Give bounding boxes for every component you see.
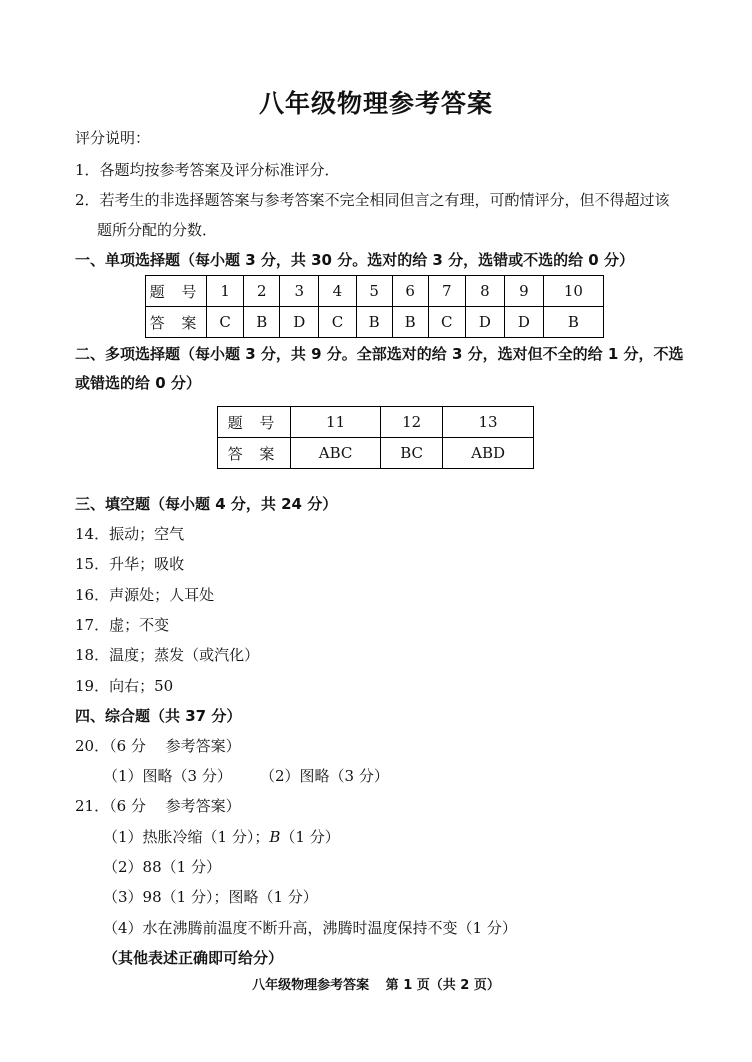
cell-answer: D xyxy=(465,307,504,338)
footer-doc-name: 八年级物理参考答案 xyxy=(252,978,370,993)
fill-blank-item: 17．虚；不变 xyxy=(75,616,170,634)
cell-number: 1 xyxy=(207,276,244,307)
q21-part1-text: （1）热胀冷缩（1 分）； xyxy=(103,828,270,846)
scoring-note-1: 1．各题均按参考答案及评分标准评分． xyxy=(75,161,340,179)
cell-answer: C xyxy=(207,307,244,338)
section2-heading-line2: 或错选的给 0 分） xyxy=(75,374,201,392)
cell-answer: C xyxy=(428,307,465,338)
cell-number: 3 xyxy=(280,276,319,307)
table-row-answers xyxy=(146,307,604,338)
row-label-answer: 答 案 xyxy=(218,438,291,469)
q21-part1-tail: （1 分） xyxy=(280,828,340,846)
cell-number: 8 xyxy=(465,276,504,307)
section1-heading: 一、单项选择题（每小题 3 分，共 30 分。选对的给 3 分，选错或不选的给 0 分） xyxy=(75,251,634,269)
q20-part2: （2）图略（3 分） xyxy=(260,767,389,785)
cell-answer: D xyxy=(504,307,543,338)
cell-answer: D xyxy=(280,307,319,338)
scoring-notes-heading: 评分说明： xyxy=(75,129,151,147)
section3-heading: 三、填空题（每小题 4 分，共 24 分） xyxy=(75,495,338,513)
q21-part1 xyxy=(103,827,340,847)
cell-answer: B xyxy=(244,307,280,338)
q21-part3: （3）98（1 分）；图略（1 分） xyxy=(103,888,318,906)
fill-blank-item: 18．温度；蒸发（或汽化） xyxy=(75,646,260,664)
row-label-answer: 答 案 xyxy=(146,307,207,338)
footer-page-info: 第 1 页（共 2 页） xyxy=(385,978,500,993)
cell-number: 10 xyxy=(543,276,603,307)
cell-number: 5 xyxy=(356,276,392,307)
q21-note: （其他表述正确即可给分） xyxy=(103,949,284,967)
cell-number: 6 xyxy=(392,276,428,307)
cell-answer: B xyxy=(543,307,603,338)
cell-answer: B xyxy=(392,307,428,338)
q21-part4: （4）水在沸腾前温度不断升高，沸腾时温度保持不变（1 分） xyxy=(103,919,517,937)
cell-number: 9 xyxy=(504,276,543,307)
cell-answer: C xyxy=(319,307,356,338)
fill-blank-item: 19．向右；50 xyxy=(75,677,174,695)
cell-number: 2 xyxy=(244,276,280,307)
cell-answer: B xyxy=(356,307,392,338)
cell-number: 11 xyxy=(291,407,381,438)
q20-label: 20．（6 分 参考答案） xyxy=(75,737,241,755)
section2-answer-table xyxy=(217,406,534,469)
cell-answer: ABD xyxy=(443,438,534,469)
cell-number: 4 xyxy=(319,276,356,307)
table-row-numbers xyxy=(146,276,604,307)
cell-answer: ABC xyxy=(291,438,381,469)
fill-blank-item: 15．升华；吸收 xyxy=(75,555,185,573)
fill-blank-item: 16．声源处；人耳处 xyxy=(75,586,215,604)
section1-answer-table xyxy=(145,275,604,338)
cell-answer: BC xyxy=(381,438,443,469)
scoring-note-2-line1: 2．若考生的非选择题答案与参考答案不完全相同但言之有理，可酌情评分，但不得超过该 xyxy=(75,191,670,209)
q20-part1: （1）图略（3 分） xyxy=(103,767,232,785)
row-label-number: 题 号 xyxy=(146,276,207,307)
page-title: 八年级物理参考答案 xyxy=(258,89,493,118)
row-label-number: 题 号 xyxy=(218,407,291,438)
section4-heading: 四、综合题（共 37 分） xyxy=(75,707,242,725)
fill-blank-item: 14．振动；空气 xyxy=(75,525,185,543)
cell-number: 13 xyxy=(443,407,534,438)
cell-number: 7 xyxy=(428,276,465,307)
table-row-numbers xyxy=(218,407,534,438)
q21-part2: （2）88（1 分） xyxy=(103,858,221,876)
page-footer xyxy=(0,974,752,993)
table-row-answers xyxy=(218,438,534,469)
scoring-note-2-line2: 题所分配的分数． xyxy=(97,221,218,239)
section2-heading-line1: 二、多项选择题（每小题 3 分，共 9 分。全部选对的给 3 分，选对但不全的给 1 分，不选 xyxy=(75,345,684,363)
q21-part1-variable: B xyxy=(269,828,281,846)
cell-number: 12 xyxy=(381,407,443,438)
q21-label: 21．（6 分 参考答案） xyxy=(75,797,241,815)
